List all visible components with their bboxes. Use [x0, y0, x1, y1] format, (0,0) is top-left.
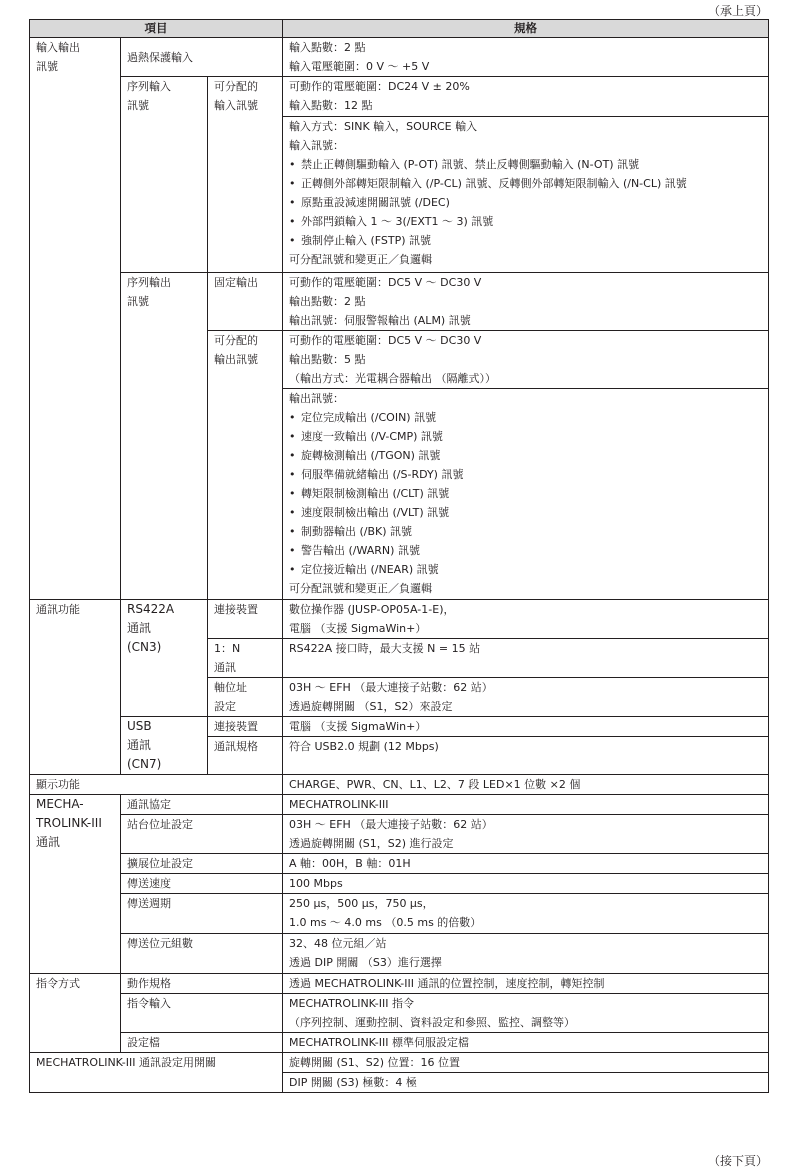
overheat-label: 過熱保護輸入 — [121, 38, 283, 77]
m3-ext-addr-spec: A 軸：00H，B 軸：01H — [283, 854, 769, 874]
conn-dev-label: 連接裝置 — [208, 600, 283, 639]
usb-conn-spec: 電腦 （支援 SigmaWin+） — [283, 717, 769, 737]
assignable-out-bullet: • 警告輸出 (/WARN) 訊號 — [289, 544, 420, 557]
assignable-out-head: 輸出訊號： — [289, 392, 344, 405]
cmd-profile-label: 設定檔 — [121, 1033, 283, 1053]
rs422-label: RS422A 通訊 (CN3) — [121, 600, 208, 717]
continued-from-previous-page: （承上頁） — [707, 4, 768, 18]
assignable-in-bullet: • 正轉側外部轉矩限制輸入 (/P-CL) 訊號、反轉側外部轉矩限制輸入 (/N-CL) 訊號 — [289, 177, 687, 190]
assignable-out-spec1: 可動作的電壓範圍：DC5 V ～ DC30 V 輸出點數：5 點 （輸出方式：光電耦合器輸出 （隔離式）） — [283, 331, 769, 389]
m3-station-addr-label: 站台位址設定 — [121, 815, 283, 854]
assignable-in-bullet: • 外部閂鎖輸入 1 ～ 3(/EXT1 ～ 3) 訊號 — [289, 215, 494, 228]
axis-addr-spec: 03H ～ EFH （最大連接子站數：62 站） 透過旋轉開關 （S1，S2）來設定 — [283, 678, 769, 717]
usb-std-label: 通訊規格 — [208, 737, 283, 775]
seq-out-label: 序列輸出 訊號 — [121, 273, 208, 600]
assignable-out-bullet: • 旋轉檢測輸出 (/TGON) 訊號 — [289, 449, 441, 462]
m3-ext-addr-label: 擴展位址設定 — [121, 854, 283, 874]
display-spec: CHARGE、PWR、CN、L1、L2、7 段 LED×1 位數 ×2 個 — [283, 775, 769, 795]
assignable-out-bullet: • 定位完成輸出 (/COIN) 訊號 — [289, 411, 437, 424]
cmd-group-label: 指令方式 — [30, 974, 121, 1053]
m3-speed-label: 傳送速度 — [121, 874, 283, 894]
switch-label: MECHATROLINK-III 通訊設定用開關 — [30, 1053, 283, 1093]
display-label: 顯示功能 — [30, 775, 283, 795]
one-n-label: 1：N 通訊 — [208, 639, 283, 678]
assignable-out-bullet: • 轉矩限制檢測輸出 (/CLT) 訊號 — [289, 487, 450, 500]
cmd-action-label: 動作規格 — [121, 974, 283, 994]
assignable-out-label: 可分配的 輸出訊號 — [208, 331, 283, 600]
assignable-out-spec2-cell — [283, 389, 769, 600]
cmd-action-spec: 透過 MECHATROLINK-III 通訊的位置控制，速度控制，轉矩控制 — [283, 974, 769, 994]
overheat-spec: 輸入點數：2 點 輸入電壓範圍：0 V ～ +5 V — [283, 38, 769, 77]
assignable-in-spec1: 可動作的電壓範圍：DC24 V ± 20% 輸入點數：12 點 — [283, 77, 769, 117]
cmd-input-spec: MECHATROLINK-III 指令 （序列控制、運動控制、資料設定和參照、監控、調整等） — [283, 994, 769, 1033]
m3-bytes-spec: 32、48 位元組／站 透過 DIP 開關 （S3）進行選擇 — [283, 934, 769, 974]
m3-cycle-spec: 250 μs，500 μs，750 μs， 1.0 ms ～ 4.0 ms （0.5 ms 的倍數） — [283, 894, 769, 934]
assignable-in-bullet: • 禁止正轉側驅動輸入 (P-OT) 訊號、禁止反轉側驅動輸入 (N-OT) 訊號 — [289, 158, 640, 171]
fixed-out-label: 固定輸出 — [208, 273, 283, 331]
assignable-in-spec2: 輸入方式：SINK 輸入，SOURCE 輸入 輸入訊號： — [289, 120, 478, 152]
switch-spec-dip: DIP 開關 (S3) 極數：4 極 — [283, 1073, 769, 1093]
conn-dev-spec: 數位操作器 (JUSP-OP05A-1-E)， 電腦 （支援 SigmaWin+） — [283, 600, 769, 639]
assignable-in-footer: 可分配訊號和變更正／負邏輯 — [289, 253, 432, 266]
usb-conn-label: 連接裝置 — [208, 717, 283, 737]
io-group-label: 輸入輸出 訊號 — [30, 38, 121, 600]
assignable-out-bullet: • 制動器輸出 (/BK) 訊號 — [289, 525, 413, 538]
usb-std-spec: 符合 USB2.0 規劃 (12 Mbps) — [283, 737, 769, 775]
switch-spec-rotary: 旋轉開關 (S1、S2) 位置：16 位置 — [283, 1053, 769, 1073]
m3-speed-spec: 100 Mbps — [283, 874, 769, 894]
specification-table — [29, 19, 769, 1093]
comm-group-label: 通訊功能 — [30, 600, 121, 775]
usb-label: USB 通訊 (CN7) — [121, 717, 208, 775]
cmd-profile-spec: MECHATROLINK-III 標準伺服設定檔 — [283, 1033, 769, 1053]
assignable-in-bullet: • 強制停止輸入 (FSTP) 訊號 — [289, 234, 432, 247]
assignable-in-label: 可分配的 輸入訊號 — [208, 77, 283, 273]
assignable-out-bullet: • 速度限制檢出輸出 (/VLT) 訊號 — [289, 506, 450, 519]
assignable-in-spec2-cell — [283, 117, 769, 273]
axis-addr-label: 軸位址 設定 — [208, 678, 283, 717]
m3-station-addr-spec: 03H ～ EFH （最大連接子站數：62 站） 透過旋轉開關 (S1，S2) 進行設定 — [283, 815, 769, 854]
seq-in-label: 序列輸入 訊號 — [121, 77, 208, 273]
assignable-out-bullet: • 定位接近輸出 (/NEAR) 訊號 — [289, 563, 439, 576]
assignable-in-bullet: • 原點重設減速開關訊號 (/DEC) — [289, 196, 450, 209]
header-spec: 規格 — [283, 20, 769, 38]
header-item: 項目 — [30, 20, 283, 38]
cmd-input-label: 指令輸入 — [121, 994, 283, 1033]
assignable-out-footer: 可分配訊號和變更正／負邏輯 — [289, 582, 432, 595]
continued-on-next-page: （接下頁） — [707, 1154, 768, 1168]
assignable-out-bullet: • 速度一致輸出 (/V-CMP) 訊號 — [289, 430, 443, 443]
m3-bytes-label: 傳送位元組數 — [121, 934, 283, 974]
assignable-out-bullet: • 伺服準備就緒輸出 (/S-RDY) 訊號 — [289, 468, 464, 481]
m3-cycle-label: 傳送週期 — [121, 894, 283, 934]
m3-protocol-label: 通訊協定 — [121, 795, 283, 815]
fixed-out-spec: 可動作的電壓範圍：DC5 V ～ DC30 V 輸出點數：2 點 輸出訊號：伺服警報輸出 (ALM) 訊號 — [283, 273, 769, 331]
m3-group-label: MECHA- TROLINK-III 通訊 — [30, 795, 121, 974]
one-n-spec: RS422A 接口時，最大支援 N = 15 站 — [283, 639, 769, 678]
table-header-row — [30, 20, 769, 38]
m3-protocol-spec: MECHATROLINK-III — [283, 795, 769, 815]
